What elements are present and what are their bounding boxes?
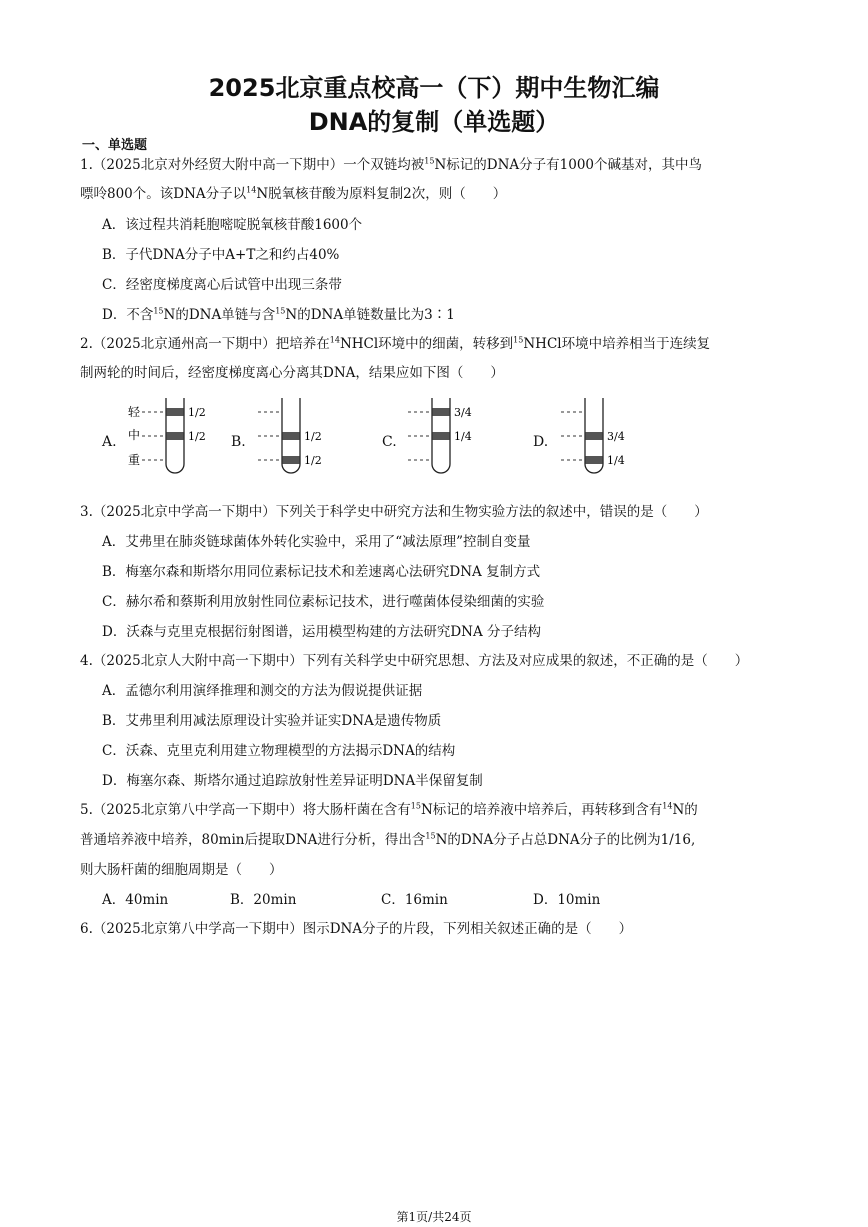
q2-option-a-tube-figure: [122, 396, 222, 478]
middle-label: 中: [128, 428, 141, 442]
dna-band: [433, 432, 450, 440]
q4-option-c: C．沃森、克里克利用建立物理模型的方法揭示DNA的结构: [102, 743, 456, 759]
q2-stem-line1: 2.（2025北京通州高一下期中）把培养在$^{14}$NHCl环境中的细菌，转移到$^{15}$NHCl环境中培养相当于连续复: [80, 335, 711, 352]
q3-stem: 3.（2025北京中学高一下期中）下列关于科学史中研究方法和生物实验方法的叙述中，错误的是（ ）: [80, 504, 708, 520]
q1-option-d: D．不含$^{15}$N的DNA单链与含$^{15}$N的DNA单链数量比为3∶1: [102, 306, 455, 323]
q3-option-c: C．赫尔希和蔡斯利用放射性同位素标记技术，进行噬菌体侵染细菌的实验: [102, 594, 545, 610]
band-label: 1/2: [188, 406, 206, 419]
q4-option-a: A．孟德尔利用演绎推理和测交的方法为假说提供证据: [102, 683, 423, 699]
q1-option-b: B．子代DNA分子中A+T之和约占40%: [102, 247, 340, 263]
dna-band: [283, 432, 300, 440]
dna-band: [433, 408, 450, 416]
band-label: 3/4: [607, 430, 625, 443]
q3-option-d: D．沃森与克里克根据衍射图谱，运用模型构建的方法研究DNA 分子结构: [102, 624, 541, 640]
q4-stem: 4.（2025北京人大附中高一下期中）下列有关科学史中研究思想、方法及对应成果的叙述，不正确的是（ ）: [80, 653, 749, 669]
q5-option-b: B．20min: [230, 892, 297, 908]
band-label: 1/2: [188, 430, 206, 443]
q2-option-b-tube-figure: [250, 396, 350, 478]
q4-option-b: B．艾弗里利用减法原理设计实验并证实DNA是遗传物质: [102, 713, 442, 729]
dna-band: [167, 432, 184, 440]
q5-option-a: A．40min: [102, 892, 169, 908]
q4-option-d: D．梅塞尔森、斯塔尔通过追踪放射性差异证明DNA半保留复制: [102, 773, 483, 789]
dna-band: [586, 432, 603, 440]
q2-option-c-label: C.: [382, 434, 397, 450]
q2-option-d-tube-figure: [553, 396, 653, 478]
q5-option-c: C．16min: [381, 892, 448, 908]
q5-stem-line3: 则大肠杆菌的细胞周期是（ ）: [80, 862, 283, 878]
q2-option-d-label: D.: [533, 434, 549, 450]
q5-stem-line1: 5.（2025北京第八中学高一下期中）将大肠杆菌在含有$^{15}$N标记的培养液中培养后，再转移到含有$^{14}$N的: [80, 801, 698, 818]
page-subtitle: DNA的复制（单选题）: [308, 108, 560, 136]
band-label: 3/4: [454, 406, 472, 419]
q6-stem: 6.（2025北京第八中学高一下期中）图示DNA分子的片段，下列相关叙述正确的是（ ）: [80, 921, 633, 937]
q1-option-a: A．该过程共消耗胞嘧啶脱氧核苷酸1600个: [102, 217, 363, 233]
q3-option-a: A．艾弗里在肺炎链球菌体外转化实验中，采用了“减法原理”控制自变量: [102, 534, 531, 550]
q5-stem-line2: 普通培养液中培养，80min后提取DNA进行分析，得出含$^{15}$N的DNA分子占总DNA分子的比例为1/16,: [80, 831, 696, 848]
section-heading: 一、单选题: [82, 138, 148, 153]
band-label: 1/2: [304, 454, 322, 467]
page-footer: 第1页/共24页: [396, 1210, 472, 1224]
q1-stem-line2: 嘌呤800个。该DNA分子以$^{14}$N脱氧核苷酸为原料复制2次，则（ ）: [80, 185, 507, 202]
q1-stem-line1: 1.（2025北京对外经贸大附中高一下期中）一个双链均被$^{15}$N标记的DNA分子有1000个碱基对，其中鸟: [80, 156, 702, 173]
dna-band: [586, 456, 603, 464]
q1-option-c: C．经密度梯度离心后试管中出现三条带: [102, 277, 342, 293]
q2-option-b-label: B.: [231, 434, 246, 450]
band-label: 1/4: [454, 430, 472, 443]
q5-option-d: D．10min: [533, 892, 601, 908]
q2-stem-line2: 制两轮的时间后，经密度梯度离心分离其DNA，结果应如下图（ ）: [80, 365, 504, 381]
dna-band: [167, 408, 184, 416]
heavy-label: 重: [128, 453, 141, 467]
light-label: 轻: [128, 405, 141, 419]
dna-band: [283, 456, 300, 464]
band-label: 1/4: [607, 454, 625, 467]
q2-option-c-tube-figure: [400, 396, 500, 478]
q3-option-b: B．梅塞尔森和斯塔尔用同位素标记技术和差速离心法研究DNA 复制方式: [102, 564, 541, 580]
page-title: 2025北京重点校高一（下）期中生物汇编: [208, 74, 660, 102]
band-label: 1/2: [304, 430, 322, 443]
q2-option-a-label: A.: [102, 434, 117, 450]
